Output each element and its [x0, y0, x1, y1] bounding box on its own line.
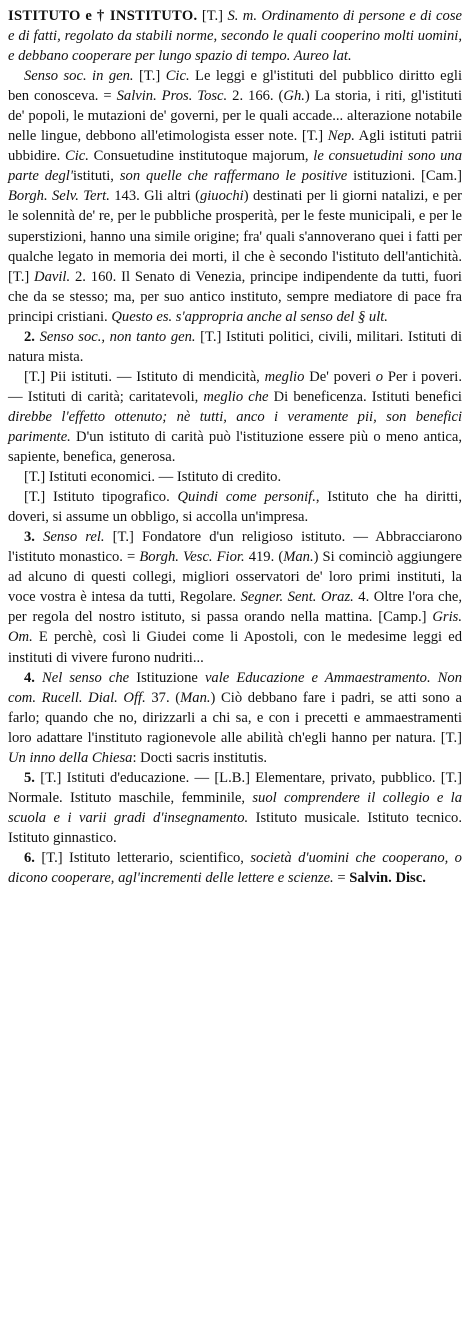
italic-run: Senso soc. in gen. [24, 68, 134, 85]
text-run: Istituzione [129, 669, 205, 686]
text-run: [T.] Istituto tipografico. [24, 489, 178, 506]
text-run: istituti, [72, 168, 120, 185]
sense-paragraph [8, 367, 462, 467]
italic-run: Borgh. Vesc. Fior. [139, 549, 245, 566]
italic-run: società d'uomini che cooperano, o dicono cooperare, agl'incrementi delle lettere e scienze. [8, 849, 462, 887]
sense-paragraph [8, 768, 462, 848]
italic-run: direbbe l'effetto ottenuto; nè tutti, anco i veramente pii, son benefici parimente. [8, 408, 462, 445]
italic-run: Senso rel. [43, 529, 105, 546]
entry-header [8, 6, 462, 66]
text-run: ) Si cominciò aggiungere ad alcuno di questi collegi, migliori osservatori de' loro primi instituti, la voce vostra è intesa da tutti, Regolare. [8, 549, 462, 606]
definition: Ordinamento di persone e di cose e di fatti, regolato da stabili norme, secondo le quali cooperino molti uomini, e debbano cooperare per lungo spazio di tempo. Aureo lat. [8, 8, 462, 65]
italic-run: Senso soc., non tanto gen. [39, 328, 196, 345]
text-run: 419. ( [244, 549, 284, 566]
text-run: Le leggi e gl'istituti del pubblico diritto egli ben conosceva. = [8, 68, 463, 105]
italic-run: le consuetudini sono una parte degl' [8, 148, 462, 185]
text-run: [T.] Istituto letterario, scientifico, [41, 849, 251, 866]
italic-run: Man. [283, 549, 314, 566]
text-run: [T.] [133, 68, 166, 85]
bold-run: Salvin. Disc. [349, 870, 426, 887]
text-run: Agli istituti patrii ubbidire. [8, 128, 462, 165]
text-run: [T.] Istituti politici, civili, militari. Istituti di natura mista. [8, 328, 462, 365]
italic-run: Borgh. Selv. Tert. [8, 188, 110, 205]
text-run: 2. 166. ( [227, 88, 284, 105]
italic-run: Nep. [327, 128, 355, 145]
text-run: [T.] Fondatore d'un religioso istituto. — Abbracciarono l'istituto monastico. = [8, 529, 462, 566]
headword: ISTITUTO e † INSTITUTO. [8, 8, 198, 24]
text-run: E perchè, così li Giudei come li Apostoli, con le medesime leggi ed instituti di vivere furono nudriti... [8, 629, 462, 666]
text-run: Consuetudine institutoque majorum, [88, 148, 314, 165]
italic-run: meglio [264, 368, 305, 385]
italic-run: Questo es. s'appropria anche al senso del § ult. [111, 308, 388, 325]
italic-run: vale Educazione e Ammaestramento. Non com. Rucell. Dial. Off. [8, 669, 462, 706]
text-run: Per i poveri. — Istituti di carità; caritatevoli, [8, 368, 462, 405]
text-run: 37. ( [145, 689, 181, 706]
italic-run: Segner. Sent. Oraz. [240, 589, 354, 606]
text-run: = [333, 870, 350, 887]
sense-paragraph [8, 327, 462, 367]
italic-run: suol comprendere il collegio e la scuola e i varii gradi d'insegnamento. [8, 789, 462, 826]
bold-run: 4. [24, 669, 43, 686]
bold-run: 3. [24, 529, 44, 546]
sense-paragraph [8, 668, 462, 768]
bold-run: 2. [24, 328, 40, 345]
italic-run: son quelle che raffermano le positive [119, 168, 348, 185]
italic-run: Nel senso che [42, 669, 130, 686]
italic-run: Salvin. Pros. Tosc. [116, 88, 228, 105]
text-run: Istituto musicale. Istituto tecnico. Istituto ginnastico. [8, 809, 462, 846]
text-run: ) La storia, i riti, gl'istituti de' popoli, le mutazioni de' governi, per le quali accade... alterazione notabile nelle lingue, debbono all'etimologista esser note. [T.] [8, 88, 463, 145]
text-run: ) destinati per li giorni natalizi, e per le solennità de' re, per le pubbliche prosperità, per le feste municipali, e per le superstizioni, hanno una simile origine; fra' quali s'annoverano quei i fatti per qualche legato in memoria dei morti, il che è secondo l'istituto dell'antichità. [T.] [8, 188, 462, 285]
text-run: [T.] Istituti d'educazione. — [L.B.] Elementare, privato, pubblico. [T.] Normale. Istituto maschile, femminile, [8, 769, 463, 806]
text-run: D'un istituto di carità può l'istituzione essere più o meno antica, sapiente, benefica, generosa. [8, 428, 462, 466]
italic-run: meglio che [203, 388, 269, 405]
bold-run: 5. [24, 769, 41, 786]
text-run: [T.] Pii istituti. — Istituto di mendicità, [24, 368, 265, 385]
italic-run: Man. [180, 689, 211, 706]
sense-paragraph [8, 527, 462, 667]
italic-run: Un inno della Chiesa [8, 749, 133, 766]
bold-run: 6. [24, 849, 42, 866]
sense-paragraph [8, 467, 462, 487]
italic-run: Cic. [165, 68, 190, 85]
italic-run: giuochi [199, 188, 244, 205]
italic-run: Davil. [34, 268, 71, 285]
italic-run: Quindi come personif. [177, 489, 316, 506]
text-run: ) Ciò debbano fare i padri, se atti sono a farlo; quando che no, dirizzarli a chi sa, e con i precetti e ammaestramenti loro adattare l'instituto ragionevole alle abilità ch'egli hanno per natura. [T.] [8, 689, 462, 746]
sense-paragraph [8, 487, 462, 527]
grammar-label: S. m. [227, 8, 257, 24]
text-run: 143. Gli altri ( [109, 188, 200, 205]
text-run: De' poveri [304, 368, 376, 385]
text-run: 4. Oltre l'ora che, per regola del nostro istituto, si passa orando nella mattina. [Camp.] [8, 589, 462, 626]
text-run: : Docti sacris institutis. [132, 749, 268, 766]
entry-body [8, 66, 462, 888]
italic-run: o [375, 368, 384, 385]
italic-run: Gh. [283, 88, 305, 105]
sense-paragraph [8, 66, 462, 327]
text-run: [T.] Istituti economici. — Istituto di credito. [24, 469, 282, 486]
text-run: 2. 160. Il Senato di Venezia, principe indipendente da tutti, fuori che da se stesso; ma, per suo antico instituto, sempre mediatore di pace fra principi cristiani. [8, 268, 462, 325]
entry-tag: [T.] [201, 8, 224, 24]
italic-run: Gris. Om. [8, 609, 462, 646]
italic-run: Cic. [65, 148, 89, 165]
sense-paragraph [8, 848, 462, 888]
text-run: , Istituto che ha diritti, doveri, si assume un obbligo, si accolla un'impresa. [8, 489, 463, 526]
text-run: istituzioni. [Cam.] [347, 168, 462, 185]
text-run: Di beneficenza. Istituti benefici [268, 388, 462, 405]
